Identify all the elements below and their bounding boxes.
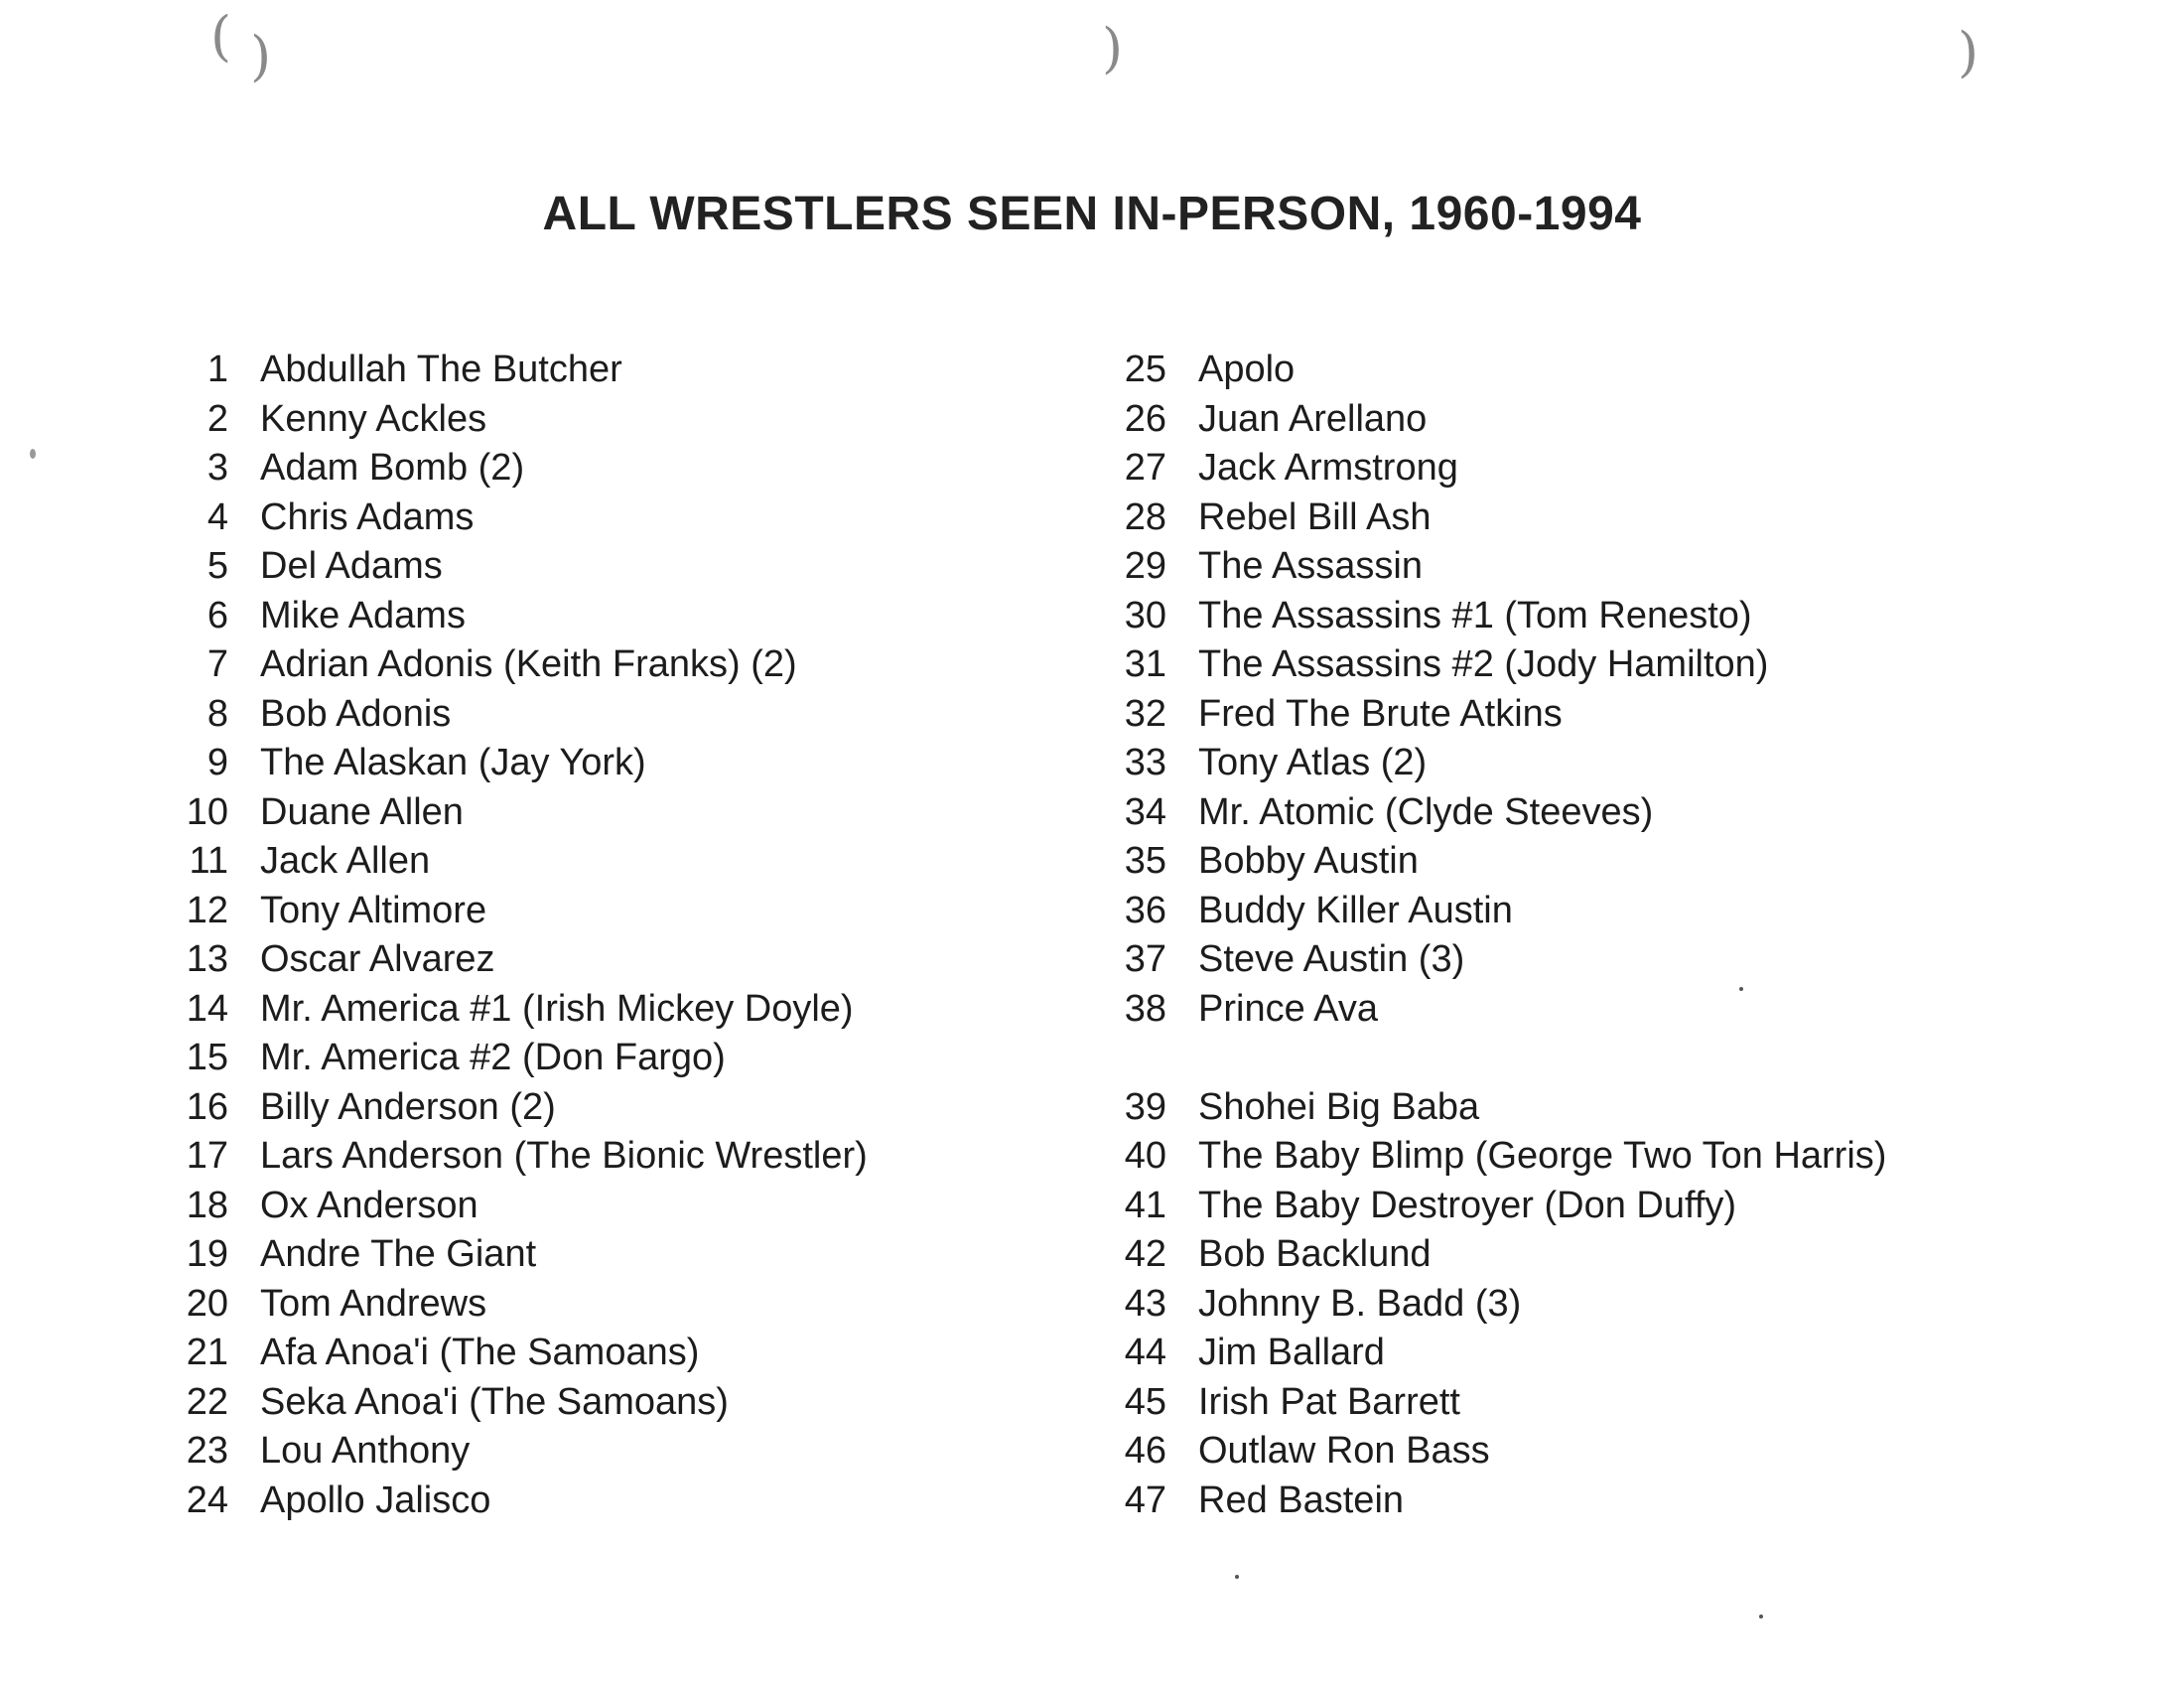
item-number: 42 xyxy=(1124,1233,1166,1276)
wrestler-name: Apolo xyxy=(1198,349,1296,391)
wrestler-name: Bobby Austin xyxy=(1198,840,1419,883)
item-number: 2 xyxy=(206,397,228,440)
list-item xyxy=(1087,395,1886,445)
item-number: 18 xyxy=(186,1184,228,1226)
wrestler-name: Red Bastein xyxy=(1198,1478,1405,1521)
list-item xyxy=(149,444,868,493)
item-number: 21 xyxy=(186,1332,228,1374)
item-number: 33 xyxy=(1124,742,1166,784)
hole-punch-mark-right: ) xyxy=(1958,21,1979,83)
wrestler-name: Afa Anoa'i (The Samoans) xyxy=(260,1332,700,1374)
list-item xyxy=(149,1083,868,1133)
wrestler-name: Adrian Adonis (Keith Franks) (2) xyxy=(260,643,797,686)
wrestler-name: Irish Pat Barrett xyxy=(1198,1380,1460,1423)
item-number: 37 xyxy=(1124,938,1166,981)
wrestler-name: Bob Adonis xyxy=(260,692,452,735)
list-item xyxy=(1087,1280,1886,1330)
item-number: 29 xyxy=(1124,545,1166,588)
item-number: 35 xyxy=(1124,840,1166,883)
hole-punch-mark-center: ) xyxy=(1102,17,1124,79)
item-number: 43 xyxy=(1124,1282,1166,1325)
list-item xyxy=(149,985,868,1035)
wrestler-name: The Assassin xyxy=(1198,545,1423,588)
wrestler-name: Jack Armstrong xyxy=(1198,447,1458,490)
wrestler-name: Mr. America #1 (Irish Mickey Doyle) xyxy=(260,987,854,1030)
list-item xyxy=(149,1378,868,1428)
wrestler-name: Johnny B. Badd (3) xyxy=(1198,1282,1522,1325)
list-item xyxy=(1087,542,1886,592)
wrestler-name: Abdullah The Butcher xyxy=(260,349,622,391)
wrestler-name: Adam Bomb (2) xyxy=(260,447,525,490)
wrestler-name: Lars Anderson (The Bionic Wrestler) xyxy=(260,1135,868,1178)
item-number: 24 xyxy=(186,1478,228,1521)
list-item xyxy=(149,1182,868,1231)
list-item xyxy=(149,346,868,395)
list-item xyxy=(1087,1427,1886,1477)
wrestler-name: Duane Allen xyxy=(260,790,464,833)
item-number: 26 xyxy=(1124,397,1166,440)
item-number: 23 xyxy=(186,1430,228,1473)
wrestler-name: Tony Atlas (2) xyxy=(1198,742,1428,784)
list-item xyxy=(1087,592,1886,641)
wrestler-name: Jim Ballard xyxy=(1198,1332,1385,1374)
item-number: 25 xyxy=(1124,349,1166,391)
wrestler-name: Seka Anoa'i (The Samoans) xyxy=(260,1380,729,1423)
item-number: 46 xyxy=(1124,1430,1166,1473)
item-number: 17 xyxy=(186,1135,228,1178)
wrestler-name: Outlaw Ron Bass xyxy=(1198,1430,1490,1473)
item-number: 27 xyxy=(1124,447,1166,490)
item-number: 36 xyxy=(1124,889,1166,931)
list-item xyxy=(1087,1230,1886,1280)
scan-speck xyxy=(1235,1575,1239,1579)
wrestler-name: Steve Austin (3) xyxy=(1198,938,1465,981)
item-number: 4 xyxy=(206,495,228,538)
list-item xyxy=(149,1230,868,1280)
item-number: 40 xyxy=(1124,1135,1166,1178)
item-number: 7 xyxy=(206,643,228,686)
wrestler-name: The Assassins #2 (Jody Hamilton) xyxy=(1198,643,1769,686)
item-number: 19 xyxy=(186,1233,228,1276)
item-number: 14 xyxy=(186,987,228,1030)
wrestler-name: The Assassins #1 (Tom Renesto) xyxy=(1198,594,1752,636)
wrestler-list-left xyxy=(149,346,868,1525)
wrestler-name: Del Adams xyxy=(260,545,443,588)
wrestler-name: Oscar Alvarez xyxy=(260,938,495,981)
list-item xyxy=(149,690,868,740)
item-number: 38 xyxy=(1124,987,1166,1030)
list-item xyxy=(1087,1329,1886,1378)
item-number: 32 xyxy=(1124,692,1166,735)
wrestler-name: Kenny Ackles xyxy=(260,397,487,440)
wrestler-list-right xyxy=(1087,346,1886,1525)
wrestler-name: The Baby Destroyer (Don Duffy) xyxy=(1198,1184,1737,1226)
item-number: 28 xyxy=(1124,495,1166,538)
document-title: ALL WRESTLERS SEEN IN-PERSON, 1960-1994 xyxy=(542,188,1642,240)
item-number: 13 xyxy=(186,938,228,981)
list-item xyxy=(1087,493,1886,543)
list-item xyxy=(149,788,868,838)
wrestler-name: Tom Andrews xyxy=(260,1282,487,1325)
item-number: 41 xyxy=(1124,1184,1166,1226)
item-number: 5 xyxy=(206,545,228,588)
item-number: 12 xyxy=(186,889,228,931)
item-number: 45 xyxy=(1124,1380,1166,1423)
wrestler-name: The Baby Blimp (George Two Ton Harris) xyxy=(1198,1135,1887,1178)
list-item xyxy=(149,887,868,936)
list-item xyxy=(1087,935,1886,985)
item-number: 9 xyxy=(206,742,228,784)
item-number: 30 xyxy=(1124,594,1166,636)
wrestler-name: Juan Arellano xyxy=(1198,397,1428,440)
wrestler-name: Buddy Killer Austin xyxy=(1198,889,1513,931)
list-item xyxy=(1087,444,1886,493)
list-item xyxy=(1087,739,1886,788)
item-number: 16 xyxy=(186,1085,228,1128)
item-number: 39 xyxy=(1124,1085,1166,1128)
list-item xyxy=(1087,1083,1886,1133)
list-item xyxy=(149,542,868,592)
list-item xyxy=(149,1034,868,1083)
list-item xyxy=(149,493,868,543)
list-item xyxy=(149,1329,868,1378)
item-number: 31 xyxy=(1124,643,1166,686)
item-number: 1 xyxy=(206,349,228,391)
wrestler-name: Mr. America #2 (Don Fargo) xyxy=(260,1037,726,1079)
list-item xyxy=(149,640,868,690)
list-item xyxy=(1087,1477,1886,1526)
wrestler-name: Bob Backlund xyxy=(1198,1233,1432,1276)
list-item xyxy=(1087,1182,1886,1231)
item-number: 34 xyxy=(1124,790,1166,833)
wrestler-name: The Alaskan (Jay York) xyxy=(260,742,646,784)
list-item xyxy=(1087,837,1886,887)
wrestler-name: Shohei Big Baba xyxy=(1198,1085,1480,1128)
list-item xyxy=(149,837,868,887)
wrestler-name: Billy Anderson (2) xyxy=(260,1085,556,1128)
item-number: 44 xyxy=(1124,1332,1166,1374)
scan-speck xyxy=(30,449,36,459)
wrestler-name: Lou Anthony xyxy=(260,1430,471,1473)
hole-punch-mark-left: ( xyxy=(210,5,232,68)
hole-punch-mark-left-inner: ( xyxy=(250,25,272,87)
list-item xyxy=(1087,346,1886,395)
wrestler-name: Chris Adams xyxy=(260,495,475,538)
wrestler-name: Mr. Atomic (Clyde Steeves) xyxy=(1198,790,1654,833)
list-item xyxy=(1087,1378,1886,1428)
list-item xyxy=(149,395,868,445)
list-item xyxy=(1087,640,1886,690)
list-item xyxy=(1087,1132,1886,1182)
list-item xyxy=(149,1132,868,1182)
item-number: 20 xyxy=(186,1282,228,1325)
list-item xyxy=(149,592,868,641)
list-item xyxy=(149,1477,868,1526)
item-number: 10 xyxy=(186,790,228,833)
scan-speck xyxy=(1759,1615,1763,1618)
list-item xyxy=(1087,985,1886,1035)
wrestler-name: Ox Anderson xyxy=(260,1184,478,1226)
wrestler-name: Fred The Brute Atkins xyxy=(1198,692,1563,735)
list-item xyxy=(149,739,868,788)
item-number: 3 xyxy=(206,447,228,490)
wrestler-name: Mike Adams xyxy=(260,594,466,636)
wrestler-name: Jack Allen xyxy=(260,840,431,883)
item-number: 8 xyxy=(206,692,228,735)
list-item xyxy=(149,935,868,985)
item-number: 22 xyxy=(186,1380,228,1423)
wrestler-name: Apollo Jalisco xyxy=(260,1478,491,1521)
wrestler-name: Andre The Giant xyxy=(260,1233,537,1276)
wrestler-name: Rebel Bill Ash xyxy=(1198,495,1432,538)
list-item xyxy=(149,1427,868,1477)
wrestler-name: Prince Ava xyxy=(1198,987,1378,1030)
item-number: 6 xyxy=(206,594,228,636)
list-item xyxy=(1087,887,1886,936)
item-number: 11 xyxy=(189,840,228,883)
list-item xyxy=(149,1280,868,1330)
item-number: 15 xyxy=(186,1037,228,1079)
item-number: 47 xyxy=(1124,1478,1166,1521)
wrestler-name: Tony Altimore xyxy=(260,889,487,931)
list-item xyxy=(1087,690,1886,740)
list-item xyxy=(1087,788,1886,838)
